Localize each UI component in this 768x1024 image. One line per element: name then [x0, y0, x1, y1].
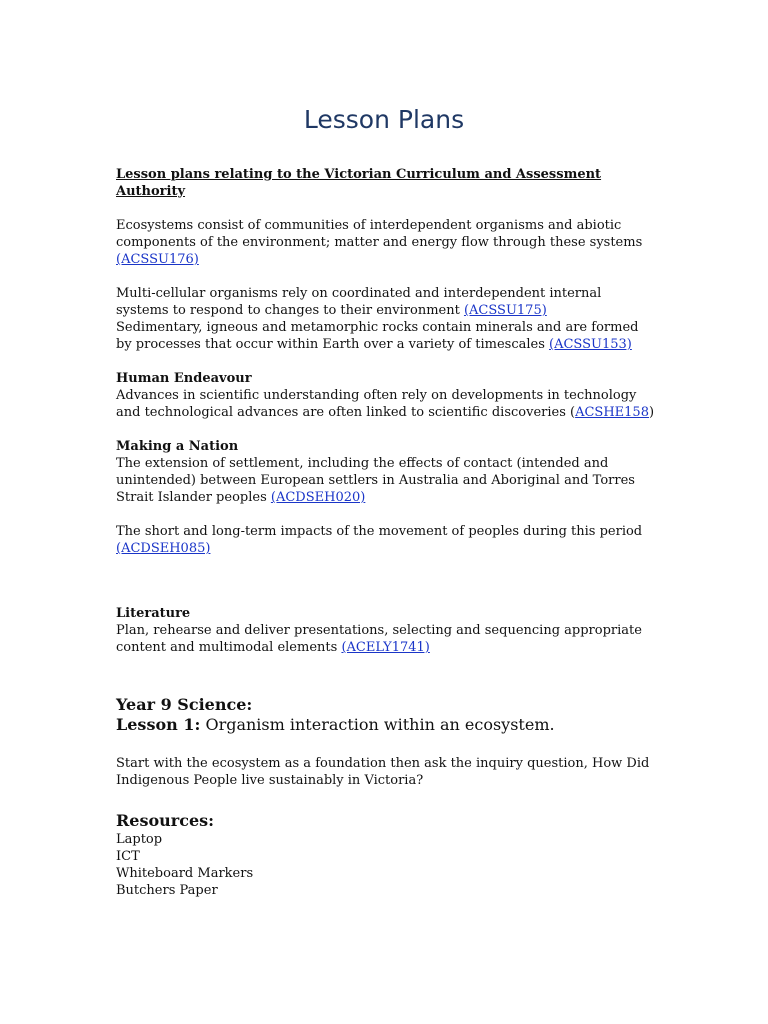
- impacts-paragraph: [116, 523, 656, 557]
- impacts-text: The short and long-term impacts of the movement of peoples during this period: [116, 524, 643, 539]
- document-subtitle: Lesson plans relating to the Victorian Curriculum and Assessment Authority: [116, 167, 602, 199]
- resource-item: Laptop: [116, 832, 163, 847]
- acssu153-link[interactable]: (ACSSU153): [549, 337, 632, 352]
- rocks-text: Sedimentary, igneous and metamorphic rocks contain minerals and are formed by processes that occur within Earth over a variety of timescales: [116, 320, 639, 352]
- multicellular-text: Multi-cellular organisms rely on coordinated and interdependent internal systems to respond to changes to their environment: [116, 286, 602, 318]
- making-a-nation-text: The extension of settlement, including the effects of contact (intended and unintended) between European settlers in Australia and Aboriginal and Torres Strait Islander peoples: [116, 456, 635, 505]
- acdseh020-link[interactable]: (ACDSEH020): [270, 490, 366, 505]
- open-paren: (: [570, 405, 576, 420]
- making-a-nation-heading: Making a Nation: [116, 439, 239, 454]
- resource-item: Whiteboard Markers: [116, 866, 254, 881]
- close-paren: ): [648, 405, 655, 420]
- literature-heading: Literature: [116, 606, 191, 621]
- lesson-label: Lesson 1:: [116, 715, 201, 734]
- page-title: Lesson Plans: [303, 105, 465, 134]
- acshe158-link[interactable]: ACSHE158: [575, 405, 649, 420]
- resource-item: ICT: [116, 849, 140, 864]
- human-endeavour-paragraph: [116, 387, 656, 421]
- acssu175-link[interactable]: (ACSSU175): [463, 303, 547, 318]
- multicellular-paragraph: [116, 285, 656, 319]
- acdseh085-link[interactable]: (ACDSEH085): [116, 541, 211, 556]
- ecosystems-text: Ecosystems consist of communities of interdependent organisms and abiotic components of the environment; matter and energy flow through these systems: [116, 218, 643, 250]
- resource-item: Butchers Paper: [116, 883, 218, 898]
- rocks-paragraph: [116, 319, 656, 353]
- human-endeavour-heading: Human Endeavour: [116, 371, 252, 386]
- lesson-title: Organism interaction within an ecosystem.: [200, 715, 555, 734]
- document-body: [116, 166, 656, 899]
- resources-list: [116, 831, 656, 899]
- lesson-title-line: [116, 715, 656, 735]
- acssu176-link[interactable]: (ACSSU176): [116, 252, 199, 267]
- year-title: Year 9 Science:: [116, 695, 253, 714]
- ecosystems-paragraph: [116, 217, 656, 268]
- literature-text: Plan, rehearse and deliver presentations, selecting and sequencing appropriate content and multimodal elements: [116, 623, 642, 655]
- inquiry-paragraph: Start with the ecosystem as a foundation then ask the inquiry question, How Did Indigenous People live sustainably in Victoria?: [116, 756, 650, 788]
- literature-paragraph: [116, 622, 656, 656]
- resources-title: Resources:: [116, 811, 215, 830]
- making-a-nation-paragraph: [116, 455, 656, 506]
- human-endeavour-text: Advances in scientific understanding often rely on developments in technology and technological advances are often linked to scientific discoveries: [116, 388, 637, 420]
- acely1741-link[interactable]: (ACELY1741): [341, 640, 430, 655]
